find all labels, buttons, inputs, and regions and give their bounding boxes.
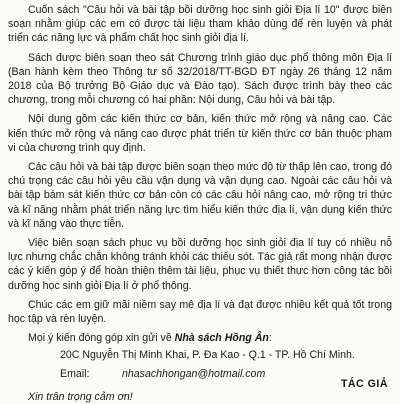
email-address: nhasachhongan@hotmail.com [122,367,266,380]
paragraph-wishes: Chúc các em giữ mãi niềm say mê địa lí và đạt được nhiều kết quả tốt trong học tập và rèn luyện. [8,298,392,326]
thanks-line: Xin trân trọng cảm ơn! [28,390,133,403]
paragraph-intro: Cuốn sách "Câu hỏi và bài tập bồi dưỡng học sinh giỏi Địa lí 10" được biên soạn nhằm giúp các em có được tài liệu tham khảo dùng để rèn luyện và phát triển các năng lực và phẩm chất học sinh giỏi địa lí. [8,4,392,45]
contact-intro [8,331,392,345]
paragraph-curriculum: Sách được biên soạn theo sát Chương trình giáo dục phổ thông môn Địa lí (Ban hành kèm theo Thông tư số 32/2018/TT-BGD ĐT ngày 26 tháng 12 năm 2018 của Bộ trưởng Bộ Giáo dục và Đào tạo). Sách được trình bày theo các chương, trong mỗi chương có hai phần: Nội dung, Câu hỏi và bài tập. [8,51,392,107]
paragraph-exercises: Các câu hỏi và bài tập được biên soạn theo mức độ từ thấp lên cao, trong đó chú trọng các câu hỏi yêu cầu vận dụng và vận dụng cao. Ngoài các câu hỏi và bài tập bám sát kiến thức cơ bản còn có các câu hỏi nâng cao, mở rộng tri thức và kĩ năng nhằm phát triển năng lực tìm hiểu kiến thức địa lí, vận dụng kiến thức và kĩ năng vào thực tiễn. [8,161,392,230]
email-row [8,367,392,381]
contact-intro-end: : [268,332,272,345]
paragraph-content: Nội dung gồm các kiến thức cơ bản, kiến thức mở rộng và nâng cao. Các kiến thức mở rộng và nâng cao được phát triển từ kiến thức cơ bản thuộc phạm vi của chương trình quy định. [8,113,392,154]
paragraph-feedback: Việc biên soạn sách phục vụ bồi dưỡng học sinh giỏi địa lí tuy có nhiều nỗ lực nhưng chắc chắn không tránh khỏi các thiếu sót. Tác giả rất mong nhận được các ý kiến góp ý để hoàn thiện thêm tài liệu, phục vụ thiết thực hơn công tác bồi dưỡng học sinh giỏi Địa lí ở phổ thông. [8,237,392,292]
email-label: Email: [60,367,90,380]
contact-intro-text: Mọi ý kiến đóng góp xin gửi về [28,332,172,345]
publisher-address: 20C Nguyễn Thị Minh Khai, P. Đa Kao - Q.1 - TP. Hồ Chí Minh. [60,349,355,362]
author-signature: TÁC GIẢ [340,378,388,390]
publisher-name: Nhà sách Hồng Ân [174,332,269,345]
